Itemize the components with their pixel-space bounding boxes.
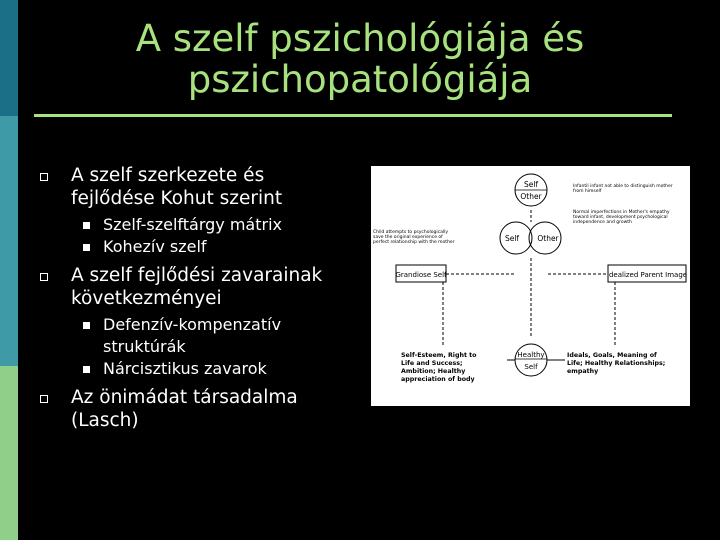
bullet-text-line: fejlődése Kohut szerint (71, 188, 283, 209)
diagram-svg (371, 166, 690, 406)
sub-bullet-text-line: Kohezív szelf (103, 237, 207, 256)
bullet-item (40, 164, 370, 210)
filled-square-bullet-icon (83, 222, 90, 229)
side-bar-bottom (0, 366, 18, 540)
note1-line: Infantil infant not able to distinguish mother (573, 184, 673, 189)
sub-bullet-text-line: Defenzív-kompenzatív (103, 315, 282, 334)
bullet-text-line: A szelf szerkezete és (71, 165, 265, 186)
outcome-right-line: empathy (567, 368, 599, 375)
sub-bullet-text-line: struktúrák (103, 337, 186, 356)
circle2-self-label: Self (504, 234, 520, 243)
filled-square-bullet-icon (83, 322, 90, 329)
title-underline (34, 114, 672, 117)
side-bar-middle (0, 116, 18, 366)
circle1-top-label: Self (523, 180, 539, 189)
outcome-right-line: Ideals, Goals, Meaning of (567, 352, 657, 359)
square-bullet-icon (40, 273, 48, 281)
idealized-parent-label: Idealized Parent Image (606, 271, 688, 279)
note1-line: from himself (573, 189, 602, 194)
square-bullet-icon (40, 395, 48, 403)
sub-bullet-item (40, 214, 370, 236)
outcome-left-line: Life and Success; (401, 360, 463, 367)
sub-bullet-text-line: Nárcisztikus zavarok (103, 359, 267, 378)
note3-line: save the original experience of (373, 235, 443, 240)
note3-line: Child attempts to psychologically (373, 230, 449, 235)
bullet-text-line: következményei (71, 288, 222, 309)
grandiose-self-label: Grandiose Self (395, 271, 447, 279)
outcome-left-line: appreciation of body (401, 376, 475, 383)
side-bar-top (0, 0, 18, 116)
healthy-self-circle (515, 344, 547, 376)
outcome-left-line: Ambition; Healthy (401, 368, 466, 375)
note2-line: Normal imperfections in Mother's empathy (573, 210, 670, 215)
bullet-item (40, 264, 370, 310)
sub-bullet-item (40, 314, 370, 358)
circle1-bottom-label: Other (520, 192, 542, 201)
healthy-self-label: Self (524, 363, 538, 371)
slide-title (30, 18, 690, 100)
bullet-text-line: Az önimádat társadalma (71, 387, 298, 408)
bullet-item (40, 386, 370, 432)
filled-square-bullet-icon (83, 366, 90, 373)
circle2-other-label: Other (537, 234, 559, 243)
note2-line: independence and growth (573, 220, 632, 225)
sub-bullet-text-line: Szelf-szelftárgy mátrix (103, 215, 282, 234)
filled-square-bullet-icon (83, 244, 90, 251)
bullet-list (40, 164, 370, 436)
note3-line: perfect relationship with the mother (373, 240, 455, 245)
kohut-self-diagram (371, 166, 690, 406)
sub-bullet-item (40, 236, 370, 258)
outcome-right-line: Life; Healthy Relationships; (567, 360, 666, 367)
note2-line: toward infant, development psychological (573, 215, 668, 220)
bullet-text-line: A szelf fejlődési zavarainak (71, 265, 323, 286)
bullet-text-line: (Lasch) (71, 410, 139, 431)
sub-bullet-item (40, 358, 370, 380)
slide-title-line-2: pszichopatológiája (187, 58, 533, 101)
slide-title-line-1: A szelf pszichológiája és (135, 17, 585, 60)
square-bullet-icon (40, 173, 48, 181)
outcome-left-line: Self-Esteem, Right to (401, 352, 477, 359)
healthy-label: Healthy (517, 351, 545, 359)
